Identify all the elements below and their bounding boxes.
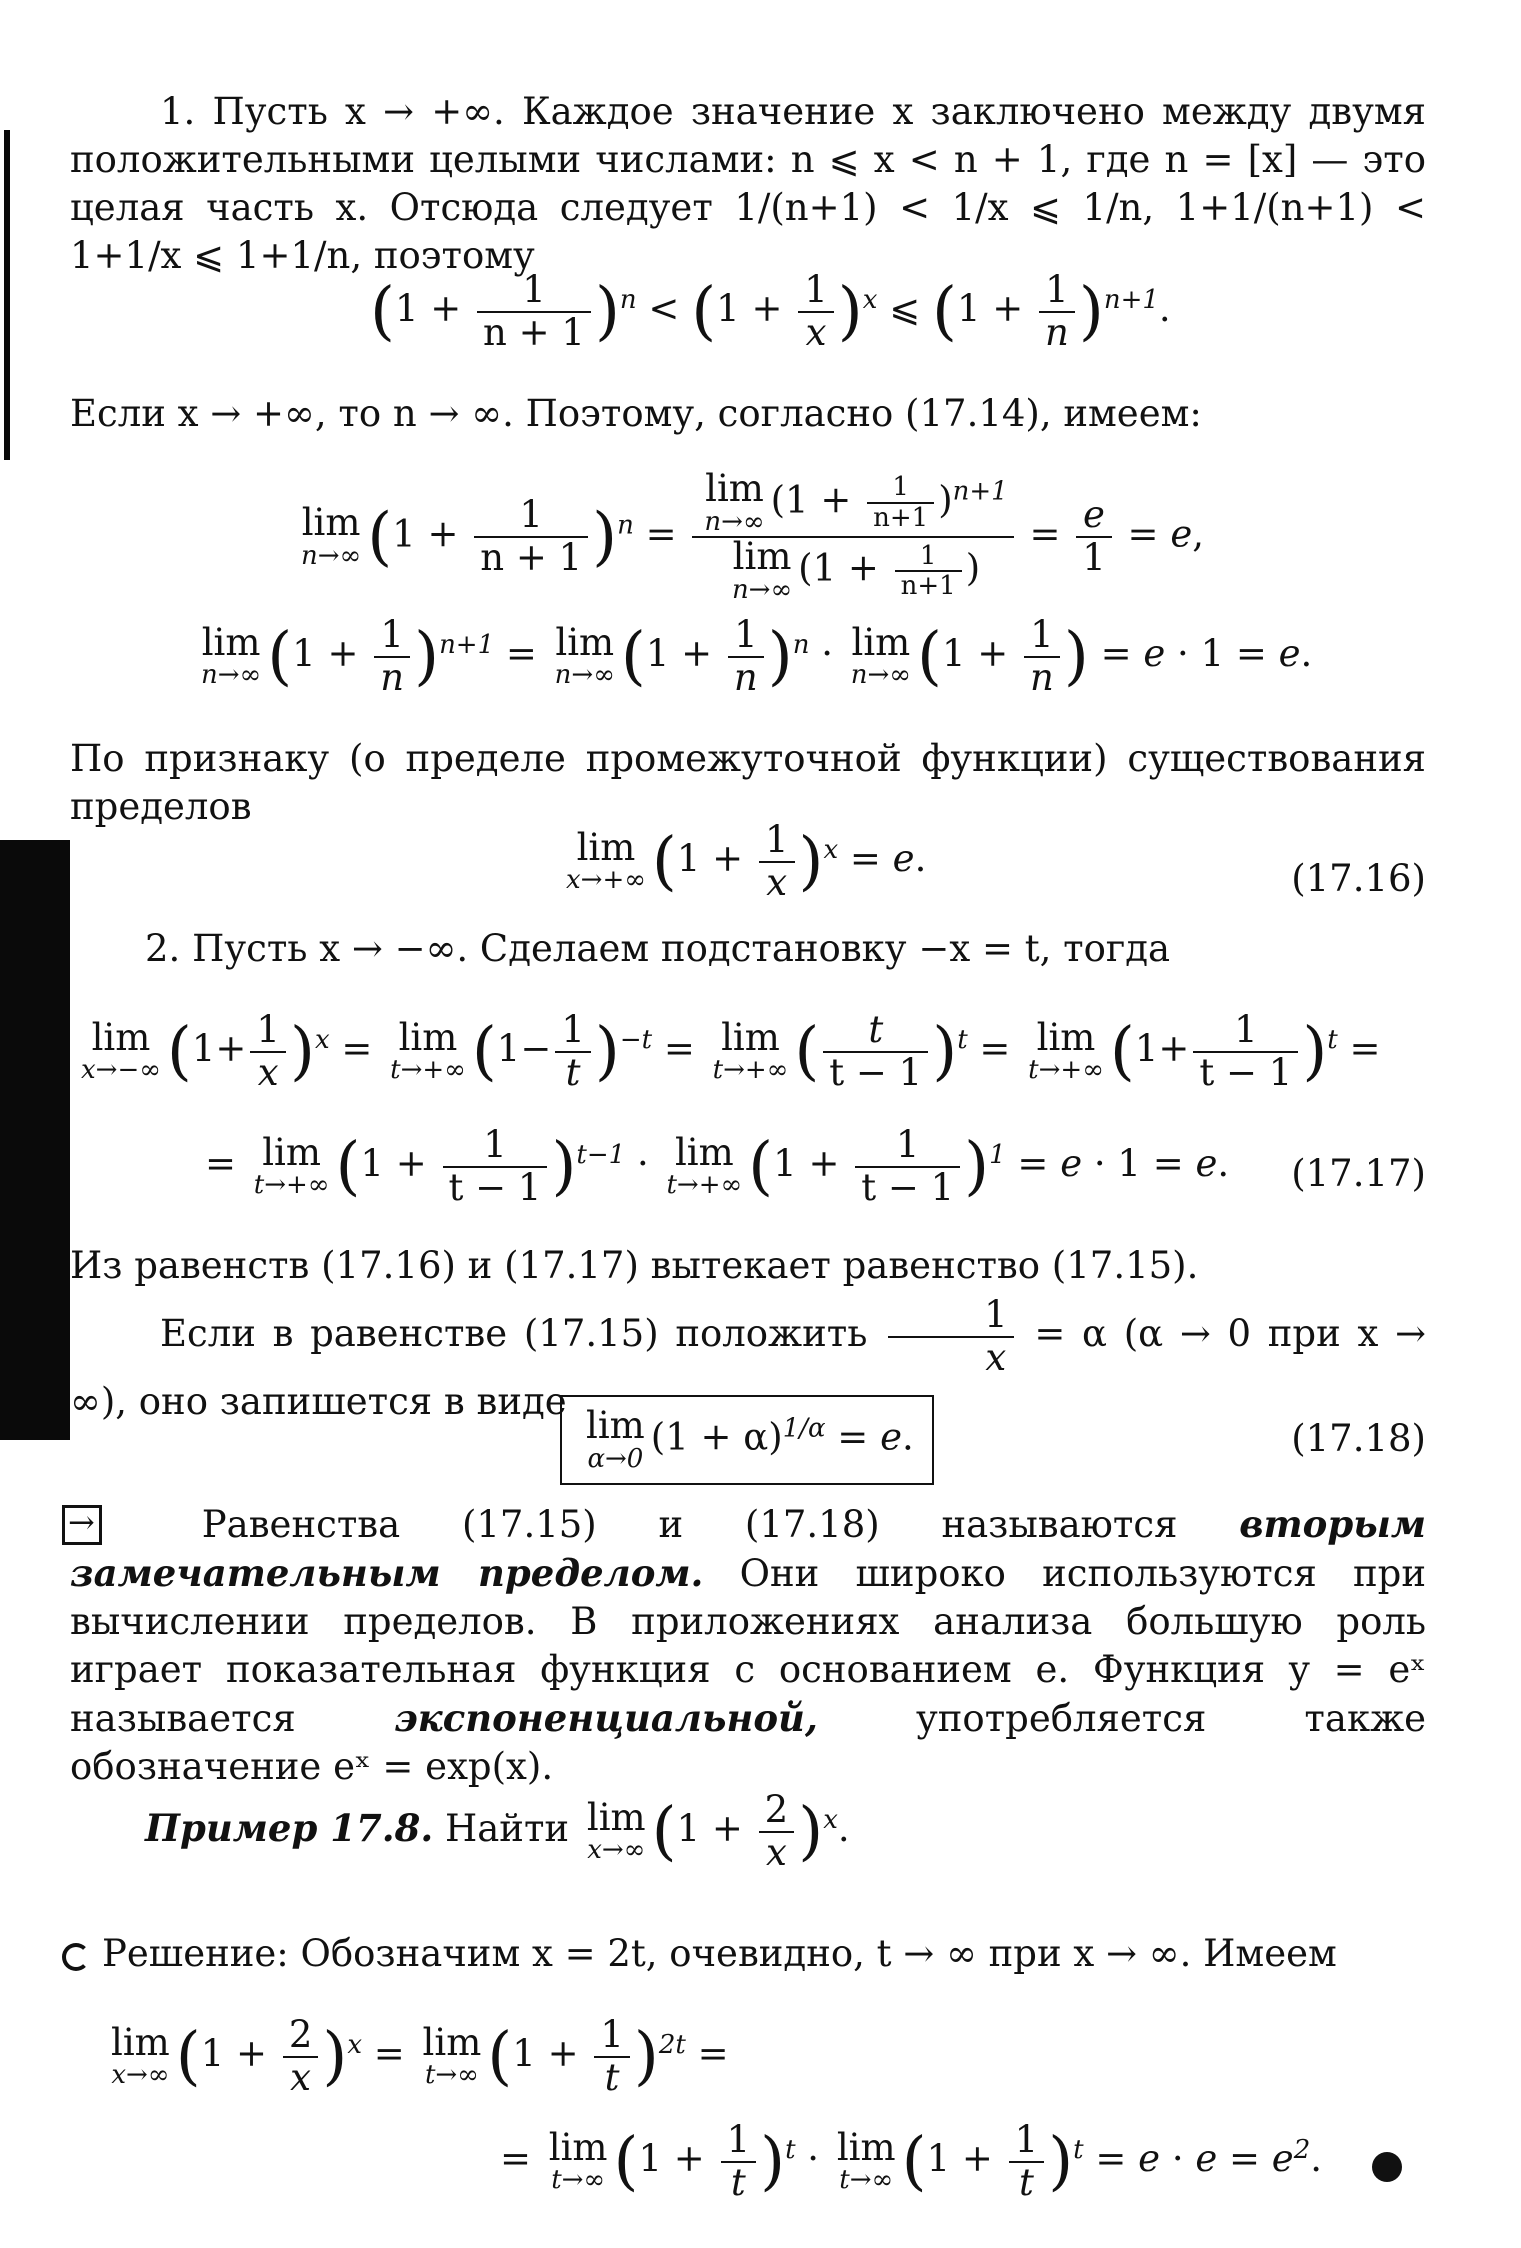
paragraph-7-middle: Они широко используются при вычислении пределов. В приложениях анализа большую роль играет показательная функция с основанием e. Функция y = eˣ называется (70, 1552, 1427, 1741)
term-second-limit: вторым замечательным пределом. (70, 1502, 1427, 1596)
end-of-solution-icon (1372, 2152, 1402, 2182)
solution-start-icon (62, 1943, 90, 1971)
paragraph-4: 2. Пусть x → −∞. Сделаем подстановку −x = t, тогда (145, 927, 1171, 970)
example-text: Найти (444, 1807, 570, 1851)
paragraph-6-start: Если в равенстве (17.15) положить (160, 1312, 868, 1356)
equation-17-18-boxed: lim α→0 $(1 + \alpha)^{1/\alpha} = e$. (560, 1395, 934, 1485)
paragraph-5: Из равенств (17.16) и (17.17) вытекает равенство (17.15). (70, 1244, 1199, 1287)
paragraph-3: По признаку (о пределе промежуточной функции) существования пределов (70, 737, 1426, 829)
equation-17-16: lim x→+∞ (1 + $\frac{1}{x}$ )$^x$ = e. (566, 818, 927, 904)
equation-substitution-1: lim x→−∞ (1+ $\frac{1}{x}$ )$^x$ = lim t→+∞ (1− $\frac{1}{t}$ )$^{-t}$ = lim t→+∞ ( $\frac{t}{t - 1}$ )$^t$ = lim t→+∞ (1+ $\frac{1}{t - 1}$ )$^t$ = (81, 1008, 1381, 1094)
example-label: Пример 17.8. (145, 1806, 434, 1851)
scan-edge-mark (0, 840, 70, 1440)
equation-solution-2: = lim t→∞ (1 + $\frac{1}{t}$ )$^t$ · lim t→∞ (1 + $\frac{1}{t}$ )$^t = e \cdot e = e^2$. (500, 2118, 1323, 2204)
paragraph-6-end: = α (α → 0 при x → ∞), оно запишется в виде (70, 1312, 1427, 1424)
paragraph-7-end: употребляется также обозначение eˣ = exp(x). (70, 1697, 1427, 1789)
equation-number-17-17: (17.17) (1291, 1152, 1426, 1195)
scan-edge-mark (4, 130, 10, 460)
paragraph-1: 1. Пусть x → +∞. Каждое значение x заключено между двумя положительными целыми числами: n ⩽ x < n + 1, где n = [x] — это целая часть x. Отсюда следует 1/(n+1) < 1/x ⩽ 1/n, 1+1/(n+1) < 1+1/x ⩽ 1+1/n, поэтому (70, 90, 1426, 278)
paragraph-7 (70, 1500, 1426, 1792)
equation-solution-1: lim x→∞ (1 + $\frac{2}{x}$ )$^x$ = lim t→∞ (1 + $\frac{1}{t}$ )$^{2t}$ = (111, 2013, 729, 2099)
equation-number-17-16: (17.16) (1291, 857, 1426, 900)
equation-limit-2: lim n→∞ (1 + $\frac{1}{n}$ )$^{n+1}$ = lim n→∞ (1 + $\frac{1}{n}$ )$^n$ · lim n→∞ (1 + $\frac{1}{n}$ ) = e · 1 = e. (201, 613, 1313, 699)
solution-line (62, 1930, 1337, 1978)
equation-17-17: = lim t→+∞ (1 + $\frac{1}{t - 1}$ )$^{t-1}$ · lim t→+∞ (1 + $\frac{1}{t - 1}$ )$^1$ = e · 1 = e. (205, 1123, 1230, 1209)
equation-limit-1: lim n→∞ (1 + $\frac{1}{n + 1}$ )$^n$ = lim n→∞ (1 + $\frac{1}{n+1}$ )$^{n+1}$ lim n→∞ (1 + $\frac{1}{n+1}$ ) = $\frac{e}{1}$ = e, (301, 467, 1204, 605)
paragraph-2: Если x → +∞, то n → ∞. Поэтому, согласно (17.14), имеем: (70, 392, 1202, 435)
example-17-8: Пример 17.8. Найти lim x→∞ (1 + $\frac{2}{x}$ )$^x$. (145, 1788, 850, 1874)
paragraph-6: Если в равенстве (17.15) положить $\frac{1}{x}$ = α (α → 0 при x → ∞), оно запишется в виде (70, 1293, 1427, 1424)
solution-text: Решение: Обозначим x = 2t, очевидно, t → ∞ при x → ∞. Имеем (102, 1932, 1337, 1975)
equation-inequality: (1 + $\frac{1}{n + 1}$ )$^n$ < (1 + $\frac{1}{x}$ )$^x$ ⩽ (1 + $\frac{1}{n}$ )$^{n+1}$. (370, 268, 1171, 354)
equation-number-17-18: (17.18) (1291, 1417, 1426, 1460)
term-exponential: экспоненциальной, (393, 1696, 818, 1741)
paragraph-7-start: Равенства (17.15) и (17.18) называются (201, 1503, 1178, 1546)
